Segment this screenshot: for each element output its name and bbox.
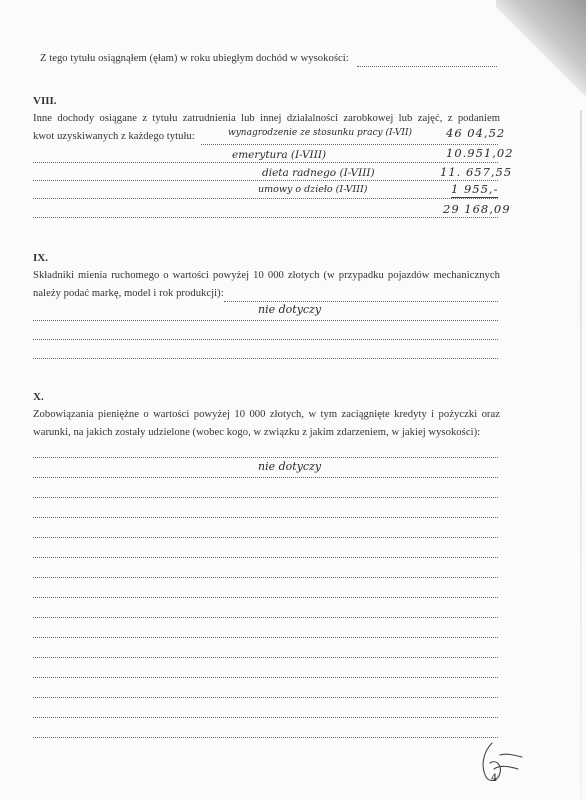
section-viii-dotted-line-3 xyxy=(33,180,498,181)
income-amount-1: 46 04,52 xyxy=(446,126,506,140)
section-x-number: X. xyxy=(33,391,44,403)
income-amount-3: 11. 657,55 xyxy=(440,165,513,179)
section-ix-answer: nie dotyczy xyxy=(258,303,322,316)
section-x-dotted-line xyxy=(33,637,498,638)
section-viii-dotted-line-5 xyxy=(33,217,498,218)
section-ix-dotted-line-4 xyxy=(33,358,498,359)
section-x-dotted-line xyxy=(33,617,498,618)
section-x-answer: nie dotyczy xyxy=(258,460,322,473)
section-x-line2: warunki, na jakich zostały udzielone (wobec kogo, w związku z jakim zdarzeniem, w jakiej wysokości): xyxy=(33,427,481,438)
section-viii-line1: Inne dochody osiągane z tytułu zatrudnienia lub innej działalności zarobkowej lub zajęć, z podaniem xyxy=(33,113,500,124)
section-x-dotted-line xyxy=(33,477,498,478)
section-x-dotted-line xyxy=(33,557,498,558)
income-desc-2: emerytura (I-VIII) xyxy=(232,149,327,161)
section-x-dotted-line xyxy=(33,577,498,578)
section-x-line1: Zobowiązania pieniężne o wartości powyżej 10 000 złotych, w tym zaciągnięte kredyty i pożyczki oraz xyxy=(33,409,500,420)
section-x-dotted-line xyxy=(33,717,498,718)
income-desc-4: umowy o dzieło (I-VIII) xyxy=(258,184,368,195)
section-ix-number: IX. xyxy=(33,252,48,264)
section-x-dotted-line xyxy=(33,497,498,498)
section-x-dotted-line xyxy=(33,517,498,518)
section-ix-line2: należy podać markę, model i rok produkcji): xyxy=(33,288,224,299)
income-desc-3: dieta radnego (I-VIII) xyxy=(262,167,375,179)
income-amount-2: 10.951,02 xyxy=(446,146,514,160)
section-viii-dotted-line-1 xyxy=(201,144,498,145)
section-ix-dotted-line-3 xyxy=(33,339,498,340)
folded-corner xyxy=(496,0,586,110)
section-x-dotted-line xyxy=(33,457,498,458)
section-viii-dotted-line-4 xyxy=(33,198,498,199)
signature-mark xyxy=(470,735,530,790)
income-amount-4: 1 955,- xyxy=(451,182,499,196)
income-total: 29 168,09 xyxy=(443,202,511,216)
section-x-dotted-line xyxy=(33,677,498,678)
section-x-dotted-line xyxy=(33,697,498,698)
section-viii-dotted-line-2 xyxy=(33,162,498,163)
section-x-dotted-line xyxy=(33,597,498,598)
section-viii-number: VIII. xyxy=(33,95,57,107)
intro-text: Z tego tytułu osiągnąłem (ęłam) w roku ubiegłym dochód w wysokości: xyxy=(40,53,349,64)
intro-dotted-line xyxy=(357,66,497,67)
page-edge-shadow xyxy=(580,110,582,800)
section-ix-dotted-line-2 xyxy=(33,320,498,321)
section-ix-dotted-line-1 xyxy=(224,301,498,302)
section-ix-line1: Składniki mienia ruchomego o wartości powyżej 10 000 złotych (w przypadku pojazdów mechanicznych xyxy=(33,270,500,281)
section-viii-line2: kwot uzyskiwanych z każdego tytułu: xyxy=(33,131,195,142)
page-number: 4 xyxy=(491,773,498,784)
income-desc-1: wynagrodzenie ze stosunku pracy (I-VII) xyxy=(228,128,413,138)
section-x-dotted-line xyxy=(33,657,498,658)
section-x-dotted-line xyxy=(33,537,498,538)
section-x-dotted-line xyxy=(33,737,498,738)
